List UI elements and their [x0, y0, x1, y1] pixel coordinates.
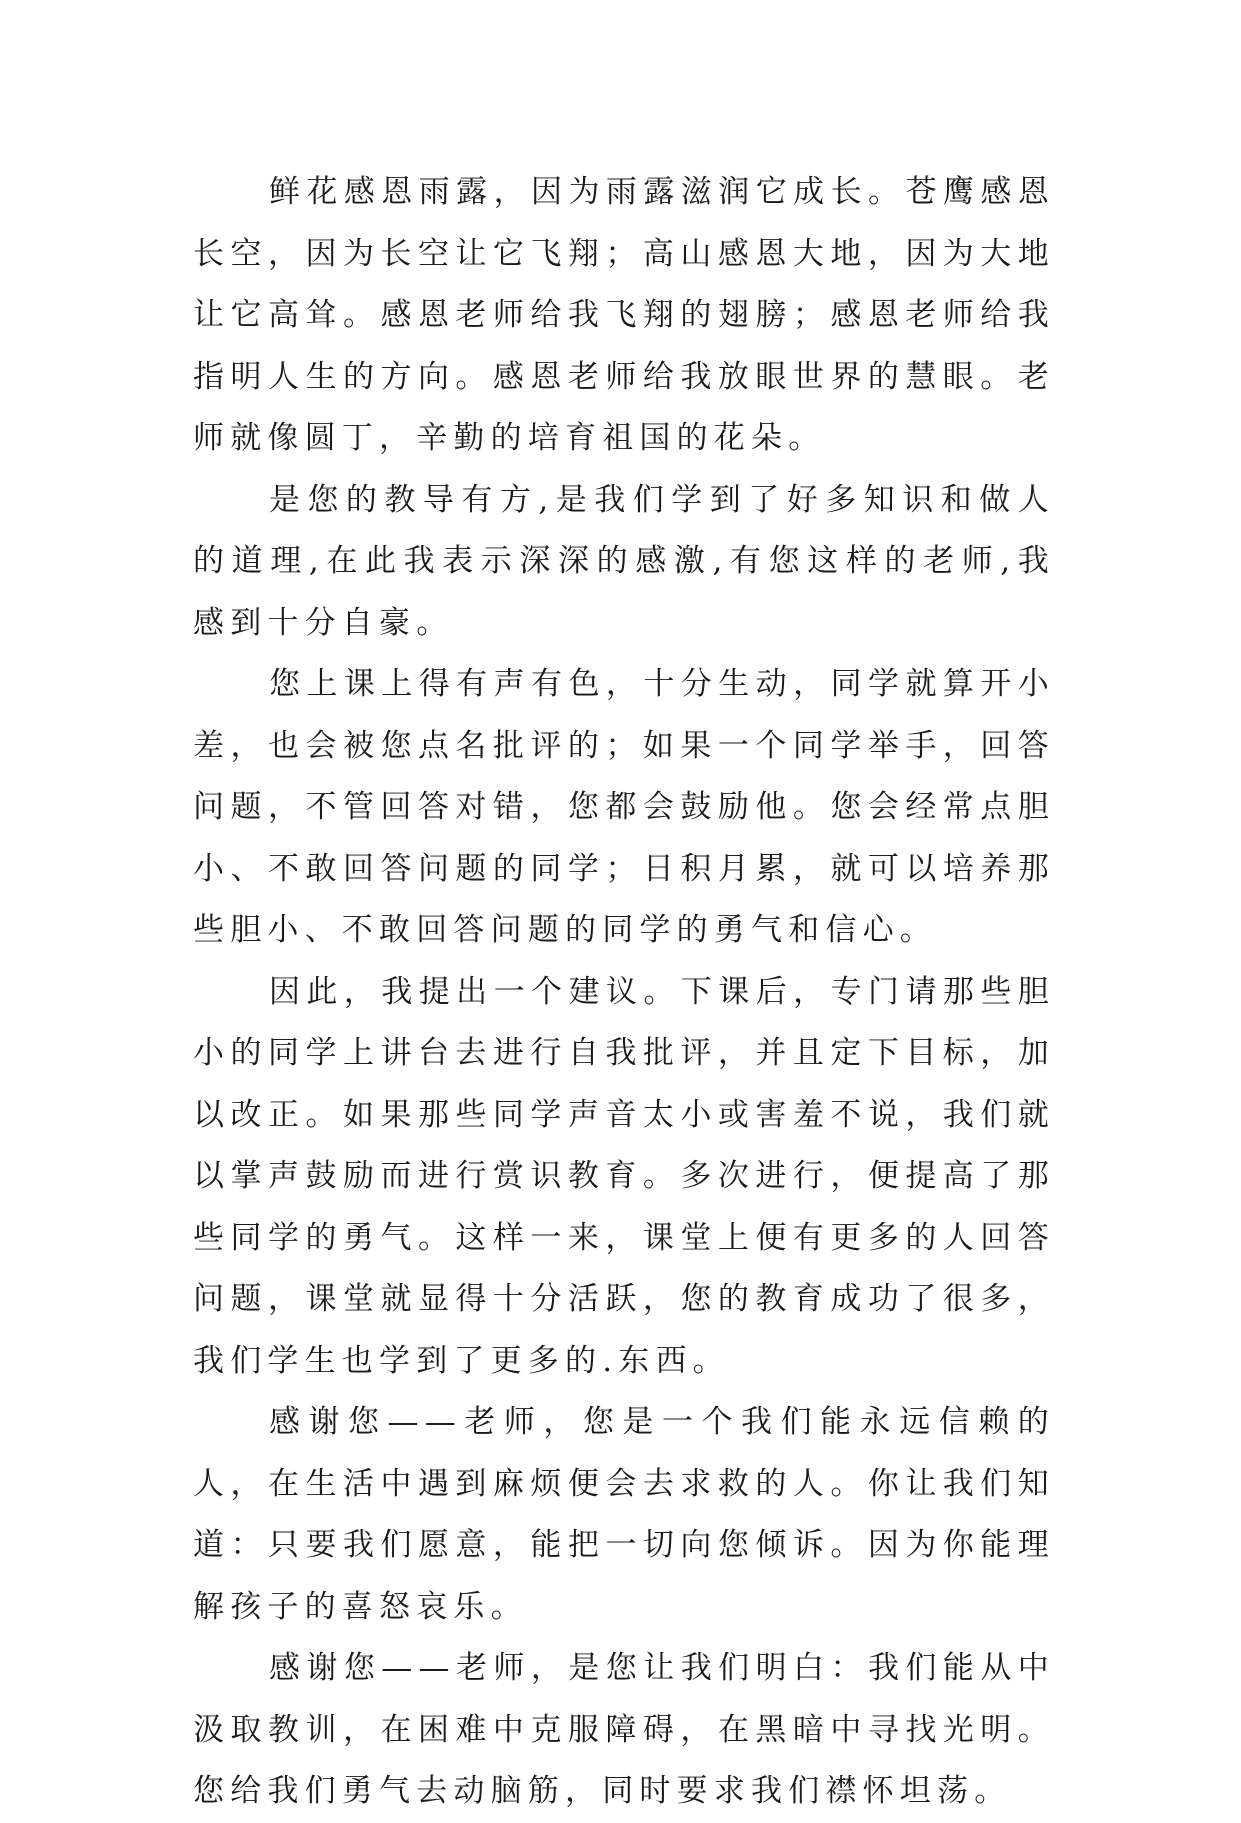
- paragraph-1: 鲜花感恩雨露，因为雨露滋润它成长。苍鹰感恩长空，因为长空让它飞翔；高山感恩大地，因为大地让它高耸。感恩老师给我飞翔的翅膀；感恩老师给我指明人生的方向。感恩老师给我放眼世界的慧眼。老师就像圆丁，辛勤的培育祖国的花朵。: [193, 174, 1055, 456]
- paragraph-2: 是您的教导有方,是我们学到了好多知识和做人的道理,在此我表示深深的感激,有您这样的老师,我感到十分自豪。: [193, 481, 1055, 641]
- paragraph-3: 您上课上得有声有色，十分生动，同学就算开小差，也会被您点名批评的；如果一个同学举手，回答问题，不管回答对错，您都会鼓励他。您会经常点胆小、不敢回答问题的同学；日积月累，就可以培养那些胆小、不敢回答问题的同学的勇气和信心。: [193, 666, 1055, 948]
- paragraph-5: 感谢您——老师，您是一个我们能永远信赖的人，在生活中遇到麻烦便会去求救的人。你让我们知道：只要我们愿意，能把一切向您倾诉。因为你能理解孩子的喜怒哀乐。: [193, 1404, 1055, 1625]
- paragraph-6: 感谢您——老师，是您让我们明白：我们能从中汲取教训，在困难中克服障碍，在黑暗中寻找光明。您给我们勇气去动脑筋，同时要求我们襟怀坦荡。: [193, 1650, 1055, 1809]
- document-body: [193, 162, 1055, 1823]
- paragraph-4: 因此，我提出一个建议。下课后，专门请那些胆小的同学上讲台去进行自我批评，并且定下目标，加以改正。如果那些同学声音太小或害羞不说，我们就以掌声鼓励而进行赏识教育。多次进行，便提高了那些同学的勇气。这样一来，课堂上便有更多的人回答问题，课堂就显得十分活跃，您的教育成功了很多，我们学生也学到了更多的.东西。: [193, 973, 1055, 1379]
